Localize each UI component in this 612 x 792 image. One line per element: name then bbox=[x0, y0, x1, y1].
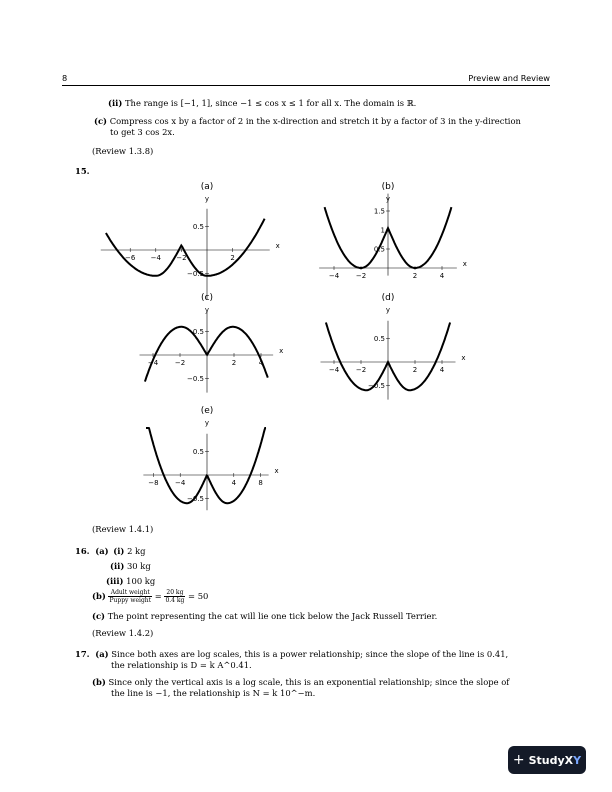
y-tick-label: 1 bbox=[380, 226, 385, 235]
y-tick-label: −0.5 bbox=[187, 495, 204, 503]
item16-review: (Review 1.4.2) bbox=[92, 628, 154, 638]
x-tick-label: 4 bbox=[231, 479, 237, 487]
item16-b-frac1-num: Adult weight bbox=[108, 589, 152, 597]
y-axis-label: y bbox=[204, 195, 210, 203]
y-axis-label: y bbox=[204, 419, 210, 427]
item16-b-frac1-den: Puppy weight bbox=[109, 597, 152, 604]
item14-c-label: (c) bbox=[94, 116, 108, 126]
item16-a-label: (a) bbox=[95, 546, 109, 556]
graph-2 bbox=[319, 182, 467, 280]
item15-number: 15. bbox=[75, 166, 90, 176]
item17-a-label: (a) bbox=[95, 649, 109, 659]
item16-b-result: = 50 bbox=[188, 591, 209, 601]
x-tick-label: 8 bbox=[258, 479, 263, 487]
y-tick-label: −0.5 bbox=[187, 270, 204, 278]
item14-c-text-2: to get 3 cos 2x. bbox=[110, 127, 175, 137]
x-tick-label: −4 bbox=[150, 254, 161, 262]
item17-b-text-1: Since only the vertical axis is a log scale, this is an exponential relationship; since the slope of bbox=[108, 677, 510, 687]
item16-ii bbox=[110, 561, 151, 572]
function-curve bbox=[106, 219, 265, 276]
x-tick-label: −2 bbox=[355, 272, 367, 280]
x-tick-label: 4 bbox=[258, 359, 264, 367]
y-tick-label: 0.5 bbox=[192, 448, 204, 456]
x-tick-label: 2 bbox=[230, 254, 235, 262]
x-axis-label: x bbox=[461, 354, 466, 362]
plus-icon: + bbox=[512, 752, 525, 768]
graph-label: (a) bbox=[200, 182, 214, 192]
graph-5 bbox=[143, 406, 278, 510]
x-tick-label: −4 bbox=[175, 479, 186, 487]
page-number: 8 bbox=[62, 73, 68, 83]
item16-ii-text: 30 kg bbox=[126, 561, 151, 571]
x-tick-label: −4 bbox=[328, 272, 340, 280]
item17-b-text-2: the line is −1, the relationship is N = k 10^−m. bbox=[111, 688, 316, 698]
y-axis-label: y bbox=[385, 195, 391, 203]
item16-number: 16. bbox=[75, 546, 90, 556]
item16-b-label: (b) bbox=[92, 591, 106, 601]
item16-c-text: The point representing the cat will lie one tick below the Jack Russell Terrier. bbox=[107, 611, 438, 621]
graph-label: (d) bbox=[381, 293, 395, 303]
x-tick-label: 2 bbox=[231, 359, 237, 367]
x-tick-label: −2 bbox=[176, 254, 187, 262]
graph-label: (c) bbox=[201, 293, 213, 303]
item17-a-text-1: Since both axes are log scales, this is a power relationship; since the slope of the line is 0.41, bbox=[111, 649, 509, 659]
graph-label: (e) bbox=[200, 406, 214, 416]
studyx-logo bbox=[508, 746, 586, 774]
y-axis-label: y bbox=[204, 306, 210, 314]
x-tick-label: −2 bbox=[174, 359, 186, 367]
y-tick-label: 0.5 bbox=[192, 328, 204, 336]
x-tick-label: −6 bbox=[125, 254, 136, 262]
item16-b: (b) $\frac{\text{Adult weight}}{\text{Puppy weight}}$ = $\frac{20 kg}{0.4 kg}$ = 50 bbox=[92, 589, 209, 604]
item17-b-label: (b) bbox=[92, 677, 106, 687]
graph-label: (b) bbox=[381, 182, 395, 192]
x-tick-label: 4 bbox=[439, 366, 445, 374]
item14-ii-label: (ii) bbox=[108, 98, 123, 108]
item16-b-frac2-num: 20 kg bbox=[166, 589, 184, 596]
y-tick-label: −0.5 bbox=[187, 375, 204, 383]
x-tick-label: −8 bbox=[148, 479, 159, 487]
item16-c bbox=[92, 611, 437, 622]
x-tick-label: −4 bbox=[147, 359, 159, 367]
item16-iii-text: 100 kg bbox=[126, 576, 156, 586]
item16-iii bbox=[106, 576, 155, 587]
item17-number: 17. bbox=[75, 649, 90, 659]
x-tick-label: 2 bbox=[412, 272, 418, 280]
item16-i-text: 2 kg bbox=[127, 546, 146, 556]
item16-iii-label: (iii) bbox=[106, 576, 124, 586]
item16-i-label: (i) bbox=[113, 546, 125, 556]
item14-ii-text: The range is [−1, 1], since −1 ≤ cos x ≤ 1 for all x. The domain is ℝ. bbox=[124, 98, 417, 108]
item16-a bbox=[75, 546, 146, 557]
x-tick-label: −2 bbox=[355, 366, 367, 374]
item16-c-label: (c) bbox=[92, 611, 106, 621]
item14-c-text-1: Compress cos x by a factor of 2 in the x-direction and stretch it by a factor of 3 in the y-direction bbox=[109, 116, 521, 126]
x-tick-label: −4 bbox=[328, 366, 340, 374]
item16-ii-label: (ii) bbox=[110, 561, 125, 571]
y-tick-label: −0.5 bbox=[368, 382, 385, 390]
item16-b-fraction-2 bbox=[164, 589, 185, 604]
y-tick-label: 0.5 bbox=[373, 245, 385, 254]
y-tick-label: 1.5 bbox=[373, 207, 385, 216]
function-curve bbox=[146, 428, 266, 503]
function-curve bbox=[145, 327, 268, 382]
logo-text-accent: Y bbox=[573, 753, 582, 767]
item17-a bbox=[75, 649, 508, 660]
y-axis-label: y bbox=[385, 306, 391, 314]
item17-a-text-2: the relationship is D = k A^0.41. bbox=[111, 660, 252, 670]
y-tick-label: 0.5 bbox=[373, 335, 385, 343]
graph-1 bbox=[101, 182, 280, 299]
item15-review: (Review 1.4.1) bbox=[92, 524, 154, 534]
item16-b-fraction-1 bbox=[108, 589, 152, 604]
item16-b-frac2-den: 0.4 kg bbox=[165, 597, 185, 604]
x-axis-label: x bbox=[462, 260, 467, 268]
running-title: Preview and Review bbox=[468, 73, 550, 83]
graph-3 bbox=[140, 293, 284, 393]
y-tick-label: 0.5 bbox=[192, 223, 204, 231]
x-axis-label: x bbox=[275, 242, 280, 250]
x-tick-label: 2 bbox=[412, 366, 418, 374]
x-tick-label: 4 bbox=[439, 272, 445, 280]
x-axis-label: x bbox=[279, 347, 284, 355]
item17-b bbox=[92, 677, 509, 688]
item14-review: (Review 1.3.8) bbox=[92, 146, 154, 156]
graph-4 bbox=[321, 293, 466, 400]
x-axis-label: x bbox=[274, 467, 279, 475]
logo-text: StudyX bbox=[528, 753, 574, 767]
